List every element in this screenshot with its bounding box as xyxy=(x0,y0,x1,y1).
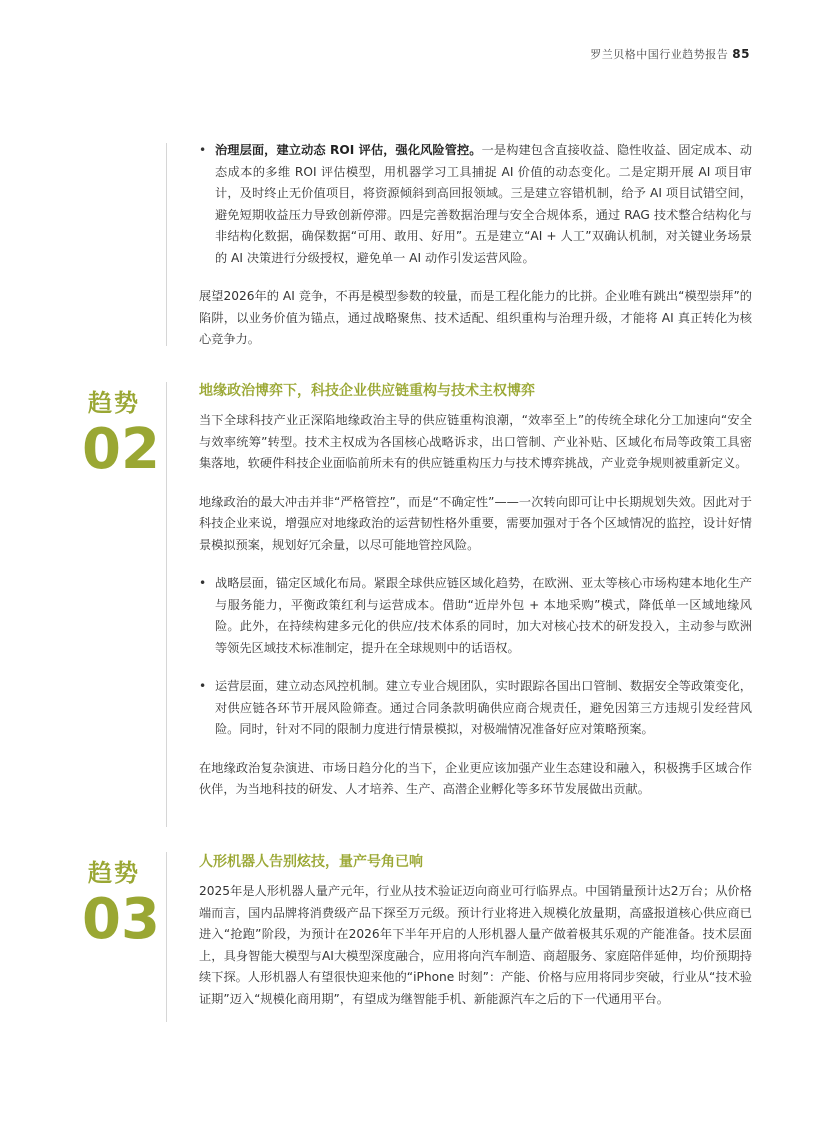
divider-rule-intro xyxy=(166,143,167,346)
trend02-title: 地缘政治博弈下，科技企业供应链重构与技术主权博弈 xyxy=(199,383,535,399)
intro-closing-paragraph: 展望2026年的 AI 竞争，不再是模型参数的较量，而是工程化能力的比拼。企业唯有跳出“模型崇拜”的陷阱，以业务价值为锚点，通过战略聚焦、技术适配、组织重构与治理升级，才能将 AI 真正转化为核心竞争力。 xyxy=(199,289,752,346)
trend02-closing-paragraph: 在地缘政治复杂演进、市场日趋分化的当下，企业更应该加强产业生态建设和融入，积极携手区域合作伙伴，为当地科技的研发、人才培养、生产、高潜企业孵化等多环节发展做出贡献。 xyxy=(199,760,752,796)
trend02-paragraph-1: 当下全球科技产业正深陷地缘政治主导的供应链重构浪潮，“效率至上”的传统全球化分工加速向“安全与效率统筹”转型。技术主权成为各国核心战略诉求，出口管制、产业补贴、区域化布局等政策工具密集落地，软硬件科技企业面临前所未有的供应链重构压力与技术博弈挑战，产业竞争规则被重新定义。 xyxy=(199,413,752,470)
trend03-section xyxy=(199,851,752,1010)
trend02-paragraph-2: 地缘政治的最大冲击并非“严格管控”，而是“不确定性”——一次转向即可让中长期规划失效。因此对于科技企业来说，增强应对地缘政治的运营韧性格外重要，需要加强对于各个区域情况的监控，设计好情景模拟预案，规划好冗余量，以尽可能地管控风险。 xyxy=(199,494,752,552)
divider-rule-trend02 xyxy=(166,382,167,827)
trend02-bullet-strategy xyxy=(199,573,752,659)
divider-rule-trend03 xyxy=(166,852,167,1022)
trend03-title: 人形机器人告别炫技，量产号角已响 xyxy=(199,854,423,870)
trend03-paragraph-1: 2025年是人形机器人量产元年，行业从技术验证迈向商业可行临界点。中国销量预计达2万台；从价格端而言，国内品牌将消费级产品下探至万元级。预计行业将进入规模化放量期，高盛报道核心供应商已进入“抢跑”阶段，为预计在2026年下半年开启的人形机器人量产做着极其乐观的产能准备。技术层面上，具身智能大模型与AI大模型深度融合，应用将向汽车制造、商超服务、家庭陪伴延伸，均价预期持续下探。人形机器人有望很快迎来他的“iPhone 时刻”：产能、价格与应用将同步突破，行业从“技术验证期”迈入“规模化商用期”，有望成为继智能手机、新能源汽车之后的下一代通用平台。 xyxy=(199,884,752,1006)
bullet-dot: • xyxy=(199,576,207,590)
trend03-number: 03 xyxy=(82,887,160,952)
bullet-dot: • xyxy=(199,143,207,157)
bullet-lead: 治理层面，建立动态 ROI 评估，强化风险管控。 xyxy=(215,143,482,157)
bullet-text: 战略层面，锚定区域化布局。紧跟全球供应链区域化趋势，在欧洲、亚太等核心市场构建本地化生产与服务能力，平衡政策红利与运营成本。借助“近岸外包 + 本地采购”模式，降低单一区域地缘风险。此外，在持续构建多元化的供应/技术体系的同时，加大对核心技术的研发投入，主动参与欧洲等领先区域技术标准制定，提升在全球规则中的话语权。 xyxy=(215,576,752,655)
trend03-marker xyxy=(82,853,162,950)
bullet-text: 一是构建包含直接收益、隐性收益、固定成本、动态成本的多维 ROI 评估模型，用机器学习工具捕捉 AI 价值的动态变化。二是定期开展 AI 项目审计，及时终止无价值项目，将资源倾斜到高回报领域。三是建立容错机制，给予 AI 项目试错空间，避免短期收益压力导致创新停滞。四是完善数据治理与安全合规体系，通过 RAG 技术整合结构化与非结构化数据，确保数据“可用、敢用、好用”。五是建立“AI + 人工”双确认机制，对关键业务场景的 AI 决策进行分级授权，避免单一 AI 动作引发运营风险。 xyxy=(215,143,753,265)
governance-bullet xyxy=(199,140,752,269)
trend02-label: 趋势 xyxy=(88,389,140,417)
trend02-section xyxy=(199,380,752,801)
page-number: 85 xyxy=(732,47,750,61)
bullet-dot: • xyxy=(199,679,207,693)
trend03-label: 趋势 xyxy=(88,859,140,887)
trend02-bullet-operations xyxy=(199,676,752,741)
trend02-number: 02 xyxy=(82,417,160,482)
page-header xyxy=(590,46,750,62)
report-title: 罗兰贝格中国行业趋势报告 xyxy=(590,48,729,61)
trend02-marker xyxy=(82,383,162,480)
bullet-text: 运营层面，建立动态风控机制。建立专业合规团队，实时跟踪各国出口管制、数据安全等政策变化，对供应链各环节开展风险筛查。通过合同条款明确供应商合规责任，避免因第三方违规引发经营风险。同时，针对不同的限制力度进行情景模拟，对极端情况准备好应对策略预案。 xyxy=(215,679,752,736)
intro-section xyxy=(199,140,752,351)
